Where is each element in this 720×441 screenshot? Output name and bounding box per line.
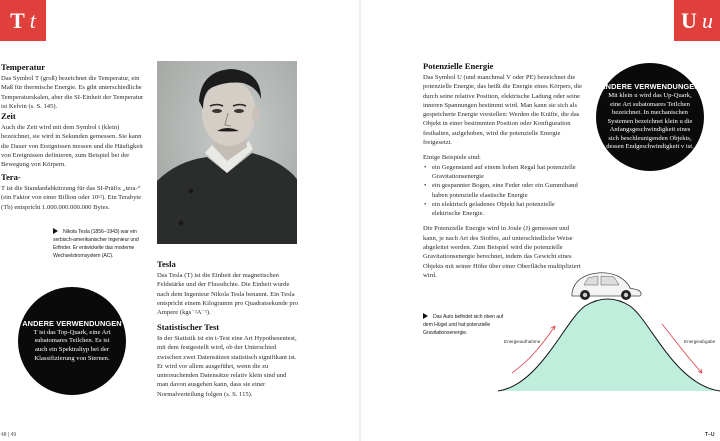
caption-pointer-icon xyxy=(423,313,428,319)
entry-heading: Tera- xyxy=(1,172,21,182)
page-section-right: T–U xyxy=(705,432,715,438)
callout-text: T ist das Top-Quark, eine Art subatomares Teilchen. Es ist auch ein Spektraltyp bei der Klassifizierung von Sternen. xyxy=(33,328,111,362)
entry-text: Das Symbol T (groß) bezeichnet die Temperatur, ein Maß für thermische Energie. Es gibt unterschiedliche Temperaturskalen, aber die SI-Einheit der Temperatur ist Kelvin (s. S. 145). xyxy=(1,75,144,110)
callout-other-uses-u xyxy=(596,63,704,171)
entry-text: Das Symbol U (und manchmal V oder PE) bezeichnet die potenzielle Energie, das heißt die Energie eines Körpers, die durch seine relative Position, elektrische Ladung oder seine inneren Spannungen bestimmt wird. Man kann sie sich als gespeicherte Energie vorstellen: Werden die Kräfte, die das Objekt in einer bestimmten Position oder Konfiguration festhalten, aufgehoben, wird die potenzielle Energie freigesetzt. xyxy=(423,74,583,147)
tesla-portrait-photo xyxy=(157,61,297,244)
entry-heading: Temperatur xyxy=(1,62,46,72)
entry-potenzielle-energie xyxy=(423,61,583,280)
entry-text: T ist die Standardabkürzung für das SI-Präfix „tera-“ (ein Faktor von einer Billion oder 10¹²). Ein Terabyte (Tb) entspricht 1.000.000.000.000 Bytes. xyxy=(1,185,142,211)
page-numbers-left: 48 | 49 xyxy=(1,432,17,438)
callout-heading: ANDERE VERWENDUNGEN xyxy=(600,81,700,91)
letter-tab-u xyxy=(674,0,720,41)
tab-letter-upper: T xyxy=(10,7,25,33)
hill-illustration xyxy=(480,260,720,400)
list-item: • ein gespannter Bogen, eine Feder oder ein Gummiband haben potenzielle elastische Energie xyxy=(423,181,583,200)
car-icon xyxy=(572,273,641,300)
tab-letter-upper: U xyxy=(681,7,697,33)
entry-text-2: Die Potenzielle Energie wird in Joule (J) gemessen und kann, je nach Art des Stoffes, auf unterschiedliche Weise abgeleitet werden. Zum Beispiel wird die potenzielle Gravitationsenergie berechnet, indem das Gewicht eines Objekts mit seiner Höhe über einer Oberfläche multipliziert wird. xyxy=(423,225,581,279)
entry-temperatur xyxy=(1,62,145,111)
examples-intro: Einige Beispiele sind: xyxy=(423,154,481,162)
entry-tera xyxy=(1,172,145,212)
callout-heading: ANDERE VERWENDUNGEN xyxy=(22,318,122,328)
examples-list xyxy=(423,163,583,219)
tab-letter-lower: u xyxy=(701,7,713,33)
callout-other-uses-t xyxy=(18,287,126,395)
list-item: • ein Gegenstand auf einem hohen Regal hat potenzielle Gravitationsenergie xyxy=(423,163,583,182)
entry-text: Das Tesla (T) ist die Einheit der magnetischen Feldstärke und der Flussdichte. Die Einheit wurde nach dem Ingenieur Nikola Tesla benannt. Ein Tesla entspricht einem Kilogramm pro Quadratsekunde pro Ampere (kgs⁻²A⁻¹). xyxy=(157,272,299,317)
list-item: • ein elektrisch geladenes Objekt hat potenzielle elektrische Energie. xyxy=(423,200,583,219)
caption-pointer-icon xyxy=(53,228,58,234)
photo-caption-text: Nikola Tesla (1856–1943) war ein serbisch-amerikanischer Ingenieur und Erfinder. Er entwickelte das moderne Wechselstromsystem (AC). xyxy=(53,229,139,259)
tab-letter-lower: t xyxy=(29,7,36,33)
entry-zeit xyxy=(1,111,145,169)
diagram-caption-text: Das Auto befindet sich oben auf dem Hügel und hat potenzielle Gravitationsenergie. xyxy=(423,314,504,336)
entry-heading: Potenzielle Energie xyxy=(423,61,494,71)
entry-text: Auch die Zeit wird mit dem Symbol t (klein) bezeichnet, sie wird in Sekunden gemessen. Sie kann die Dauer von Ereignissen messen und die Häufigkeit von Ereignissen definieren, zum Beispiel bei der Bewegung von Körpern. xyxy=(1,124,143,169)
label-energy-intake: Energieaufnahme xyxy=(504,339,541,344)
label-energy-release: Energieabgabe xyxy=(684,339,716,344)
letter-tab-t xyxy=(0,0,46,41)
potential-energy-diagram xyxy=(480,260,720,400)
entry-tesla xyxy=(157,259,299,317)
entry-text: In der Statistik ist ein t-Test eine Art Hypothesentest, mit dem festgestellt wird, ob der Unterschied zwischen zwei Datensätzen statistisch signifikant ist. Er wird vor allem ausgeführt, wenn die zu untersuchenden Datensätze relativ klein sind und man davon ausgehen kann, dass sie einer Normalverteilung folgen (s. S. 115). xyxy=(157,335,297,398)
portrait-illustration xyxy=(157,61,297,244)
entry-heading: Zeit xyxy=(1,111,16,121)
page-gutter xyxy=(359,0,361,441)
entry-heading: Statistischer Test xyxy=(157,322,220,332)
entry-statistischer-test xyxy=(157,322,299,399)
photo-caption xyxy=(53,228,153,260)
callout-text: Mit klein u wird das Up-Quark, eine Art subatomares Teilchen bezeichnet. In mechanischen Systemen bezeichnet klein u die Anfangsgeschwindigkeit eines sich beschleunigenden Objekts, dessen Endgeschwindigkeit v ist. xyxy=(606,91,694,151)
entry-heading: Tesla xyxy=(157,259,176,269)
